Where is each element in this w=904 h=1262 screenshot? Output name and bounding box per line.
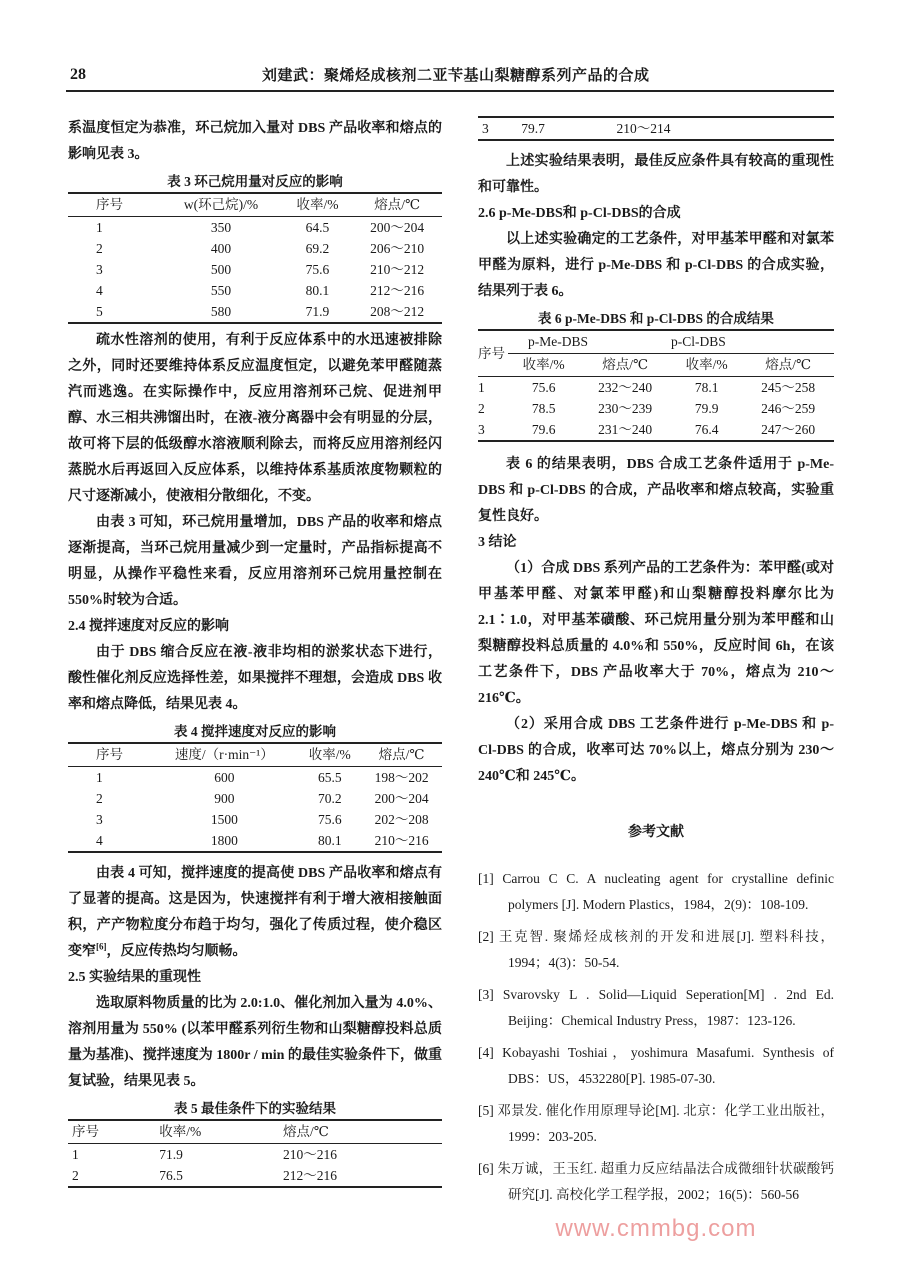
table-cell: 80.1 bbox=[317, 833, 342, 848]
group-header: p-Cl-DBS bbox=[671, 330, 834, 354]
table-row bbox=[68, 788, 442, 809]
table-row bbox=[68, 238, 442, 259]
paragraph: 上述实验结果表明，最佳反应条件具有较高的重现性和可靠性。 bbox=[478, 154, 834, 195]
table-cell: 5 bbox=[96, 304, 103, 319]
section-heading: 3 结论 bbox=[478, 535, 517, 550]
table-cell: 200～204 bbox=[370, 220, 425, 235]
references-title: 参考文献 bbox=[628, 825, 684, 840]
table-cell: 4 bbox=[96, 833, 103, 848]
section-2-6 bbox=[478, 201, 834, 227]
reference-item: [4] Kobayashi Toshiai，yoshimura Masafumi. Synthesis of DBS：US，4532280[P]. 1985-07-30. bbox=[478, 1045, 834, 1086]
table-cell: 202～208 bbox=[374, 812, 429, 827]
watermark: www.cmmbg.com bbox=[555, 1215, 757, 1242]
table-6-grid bbox=[478, 329, 834, 442]
column-header: 熔点/℃ bbox=[579, 354, 671, 377]
left-para-4 bbox=[68, 640, 442, 718]
page-number: 28 bbox=[70, 66, 86, 83]
column-header: 收率/% bbox=[298, 743, 361, 767]
table-cell: 76.5 bbox=[159, 1168, 183, 1183]
table-cell: 75.6 bbox=[305, 262, 330, 277]
column-header: 序号 bbox=[68, 193, 159, 217]
table-row bbox=[478, 398, 834, 419]
table-caption: 表 4 搅拌速度对反应的影响 bbox=[174, 724, 336, 739]
table-4 bbox=[68, 722, 442, 853]
table-cell: 245～258 bbox=[761, 380, 816, 395]
column-header: 序号 bbox=[68, 1120, 159, 1144]
citation[interactable]: [6] bbox=[96, 941, 107, 952]
table-cell: 550 bbox=[210, 283, 232, 298]
group-header: p-Me-DBS bbox=[508, 330, 671, 354]
text: ，反应传热均匀顺畅。 bbox=[106, 944, 247, 959]
table-3-grid bbox=[68, 192, 442, 324]
table-cell: 900 bbox=[214, 791, 235, 806]
seq-header: 序号 bbox=[478, 330, 508, 377]
column-header: 收率/% bbox=[671, 354, 742, 377]
table-cell: 500 bbox=[210, 262, 232, 277]
reference-item: [6] 朱万诚，王玉红. 超重力反应结晶法合成微细针状碳酸钙研究[J]. 高校化学工程学报，2002；16(5)：560-56 bbox=[478, 1161, 834, 1202]
column-header: 熔点/℃ bbox=[283, 1120, 442, 1144]
table-row bbox=[68, 280, 442, 301]
running-title: 刘建武：聚烯烃成核剂二亚苄基山梨糖醇系列产品的合成 bbox=[262, 68, 650, 84]
table-cell: 212～216 bbox=[282, 1168, 337, 1183]
table-row bbox=[478, 117, 834, 140]
table-cell: 3 bbox=[478, 422, 485, 437]
table-cell: 1 bbox=[96, 770, 103, 785]
table-row bbox=[68, 217, 442, 239]
left-para-5 bbox=[68, 861, 442, 965]
table-5 bbox=[68, 1099, 442, 1188]
conclusion-1 bbox=[478, 556, 834, 712]
table-cell: 1500 bbox=[210, 812, 238, 827]
paragraph: 系温度恒定为恭准，环己烷加入量对 DBS 产品收率和熔点的影响见表 3。 bbox=[68, 121, 442, 162]
table-6 bbox=[478, 309, 834, 442]
table-cell: 2 bbox=[96, 791, 103, 806]
table-cell: 75.6 bbox=[317, 812, 342, 827]
table-4-grid bbox=[68, 742, 442, 853]
table-cell: 232～240 bbox=[598, 380, 653, 395]
table-cell: 1 bbox=[478, 380, 485, 395]
paragraph: 疏水性溶剂的使用，有利于反应体系中的水迅速被排除之外，同时还要维持体系反应温度恒定，以避免苯甲醛随蒸汽而逃逸。在实际操作中，反应用溶剂环己烷、促进剂甲醇、水三相共沸馏出时，在液-液分离器中会有明显的分层，故可将下层的低级醇水溶液顺利除去，而将反应用溶剂经闪蒸脱水后再返回入反应体系，以维持体系基质浓度物颗粒的尺寸逐渐减小，使液相分散细化，不变。 bbox=[68, 333, 442, 504]
right-para-1 bbox=[478, 149, 834, 201]
table-cell: 208～212 bbox=[370, 304, 425, 319]
table-cell: 78.5 bbox=[531, 401, 556, 416]
table-caption: 表 3 环己烷用量对反应的影响 bbox=[167, 174, 343, 189]
text: 由表 4 可知，搅拌速度的提高使 DBS 产品收率和熔点有了显著的提高。这是因为，快速搅拌有利于增大液相接触面积，产产物粒度分布趋于均匀，强化了传质过程，使介稳区变窄 bbox=[68, 866, 442, 959]
table-cell: 71.9 bbox=[159, 1147, 183, 1162]
table-cell: 78.1 bbox=[694, 380, 719, 395]
table-cell: 246～259 bbox=[761, 401, 816, 416]
column-header: 速度/（r·min⁻¹） bbox=[150, 743, 298, 767]
paragraph: 由于 DBS 缩合反应在液-液非均相的淤浆状态下进行，酸性催化剂反应选择性差，如果搅拌不理想，会造成 DBS 收率和熔点降低，结果见表 4。 bbox=[68, 645, 442, 712]
table-cell: 210～216 bbox=[282, 1147, 337, 1162]
table-cell: 65.5 bbox=[317, 770, 342, 785]
table-cell: 247～260 bbox=[761, 422, 816, 437]
column-header: 收率/% bbox=[508, 354, 579, 377]
table-cell: 71.9 bbox=[305, 304, 330, 319]
table-5-cont-grid bbox=[478, 116, 834, 141]
header-rule bbox=[66, 90, 834, 92]
table-cell: 3 bbox=[96, 812, 103, 827]
right-para-2 bbox=[478, 227, 834, 305]
table-row bbox=[68, 1165, 442, 1187]
column-header: 熔点/℃ bbox=[352, 193, 442, 217]
table-cell: 64.5 bbox=[305, 220, 330, 235]
table-cell: 2 bbox=[478, 401, 485, 416]
table-cell: 210～212 bbox=[370, 262, 425, 277]
table-row bbox=[68, 1144, 442, 1166]
reference-item: [3] Svarovsky L . Solid—Liquid Seperation[M] . 2nd Ed. Beijing：Chemical Industry Press，1987：123-126. bbox=[478, 987, 834, 1028]
table-cell: 79.6 bbox=[531, 422, 556, 437]
table-cell: 350 bbox=[210, 220, 232, 235]
paragraph bbox=[68, 861, 442, 965]
paragraph: 以上述实验确定的工艺条件，对甲基苯甲醛和对氯苯甲醛为原料，进行 p-Me-DBS 和 p-Cl-DBS 的合成实验，结果列于表 6。 bbox=[478, 232, 834, 299]
table-cell: 1800 bbox=[210, 833, 238, 848]
table-cell: 76.4 bbox=[694, 422, 719, 437]
paragraph: 表 6 的结果表明，DBS 合成工艺条件适用于 p-Me-DBS 和 p-Cl-DBS 的合成，产品收率和熔点较高，实验重复性良好。 bbox=[478, 457, 834, 524]
table-cell: 2 bbox=[96, 241, 103, 256]
left-para-1 bbox=[68, 116, 442, 168]
table-cell: 4 bbox=[96, 283, 103, 298]
table-5-grid bbox=[68, 1119, 442, 1188]
table-cell: 80.1 bbox=[305, 283, 330, 298]
table-cell: 69.2 bbox=[305, 241, 330, 256]
table-row bbox=[478, 377, 834, 399]
column-header: w(环己烷)/% bbox=[159, 193, 282, 217]
table-cell: 600 bbox=[214, 770, 235, 785]
table-caption: 表 6 p-Me-DBS 和 p-Cl-DBS 的合成结果 bbox=[538, 311, 774, 326]
section-heading: 2.5 实验结果的重现性 bbox=[68, 970, 201, 985]
section-3 bbox=[478, 530, 834, 556]
table-5-continued bbox=[478, 116, 834, 141]
right-para-3 bbox=[478, 452, 834, 530]
left-para-3 bbox=[68, 510, 442, 614]
table-row bbox=[68, 809, 442, 830]
column-header: 序号 bbox=[68, 743, 150, 767]
section-2-4 bbox=[68, 614, 442, 640]
table-cell: 580 bbox=[210, 304, 232, 319]
table-row bbox=[68, 259, 442, 280]
left-column bbox=[68, 116, 442, 1188]
table-cell: 198～202 bbox=[374, 770, 429, 785]
table-row bbox=[68, 301, 442, 323]
table-3 bbox=[68, 172, 442, 324]
section-heading: 2.4 搅拌速度对反应的影响 bbox=[68, 619, 229, 634]
table-cell: 231～240 bbox=[598, 422, 653, 437]
table-cell: 3 bbox=[96, 262, 103, 277]
reference-item: [2] 王克智. 聚烯烃成核剂的开发和进展[J]. 塑料科技，1994；4(3)：50-54. bbox=[478, 929, 834, 970]
column-header: 收率/% bbox=[159, 1120, 283, 1144]
table-cell: 200～204 bbox=[374, 791, 429, 806]
table-cell: 1 bbox=[72, 1147, 79, 1162]
paragraph: （2）采用合成 DBS 工艺条件进行 p-Me-DBS 和 p-Cl-DBS 的合成，收率可达 70%以上，熔点分别为 230～240℃和 245℃。 bbox=[478, 717, 834, 784]
table-cell: 79.7 bbox=[521, 121, 545, 136]
table-cell: 206～210 bbox=[370, 241, 425, 256]
paragraph: 由表 3 可知，环己烷用量增加，DBS 产品的收率和熔点逐渐提高，当环己烷用量减少到一定量时，产品指标提高不明显，从操作平稳性来看，反应用溶剂环己烷用量控制在550%时较为合适。 bbox=[68, 515, 442, 608]
right-column bbox=[478, 116, 834, 1242]
table-row bbox=[68, 830, 442, 852]
reference-item: [1] Carrou C C. A nucleating agent for crystalline definic polymers [J]. Modern Plastics，1984，2(9)：108-109. bbox=[478, 871, 834, 912]
reference-list bbox=[478, 866, 834, 1208]
column-header: 熔点/℃ bbox=[361, 743, 442, 767]
table-cell: 230～239 bbox=[598, 401, 653, 416]
column-header: 熔点/℃ bbox=[742, 354, 834, 377]
reference-item: [5] 邓景发. 催化作用原理导论[M]. 北京：化学工业出版社，1999：203-205. bbox=[478, 1103, 834, 1144]
table-cell: 210～216 bbox=[374, 833, 429, 848]
table-row bbox=[68, 767, 442, 789]
left-para-6 bbox=[68, 991, 442, 1095]
table-cell: 3 bbox=[482, 121, 489, 136]
column-header: 收率/% bbox=[283, 193, 353, 217]
table-cell: 70.2 bbox=[317, 791, 342, 806]
paragraph: 选取原料物质量的比为 2.0:1.0、催化剂加入量为 4.0%、溶剂用量为 550% (以苯甲醛系列衍生物和山梨糖醇投料总质量为基准)、搅拌速度为 1800r / min 的最佳实验条件下，做重复试验，结果见表 5。 bbox=[68, 996, 442, 1089]
conclusion-2 bbox=[478, 712, 834, 790]
table-cell: 75.6 bbox=[531, 380, 556, 395]
table-row bbox=[478, 419, 834, 441]
section-heading: 2.6 p-Me-DBS和 p-Cl-DBS的合成 bbox=[478, 206, 681, 221]
table-cell: 210～214 bbox=[616, 121, 671, 136]
table-cell: 400 bbox=[210, 241, 232, 256]
table-cell: 212～216 bbox=[370, 283, 425, 298]
section-2-5 bbox=[68, 965, 442, 991]
table-cell: 1 bbox=[96, 220, 103, 235]
left-para-2 bbox=[68, 328, 442, 510]
table-caption: 表 5 最佳条件下的实验结果 bbox=[174, 1101, 336, 1116]
paragraph: （1）合成 DBS 系列产品的工艺条件为：苯甲醛(或对甲基苯甲醛、对氯苯甲醛)和山梨糖醇投料摩尔比为 2.1∶1.0，对甲基苯磺酸、环己烷用量分别为苯甲醛和山梨糖醇投料总质量的 4.0%和 550%，反应时间 6h，在该工艺条件下，DBS 产品收率大于 70%，熔点为 210～216℃。 bbox=[478, 561, 834, 706]
table-cell: 2 bbox=[72, 1168, 79, 1183]
table-cell: 79.9 bbox=[694, 401, 719, 416]
